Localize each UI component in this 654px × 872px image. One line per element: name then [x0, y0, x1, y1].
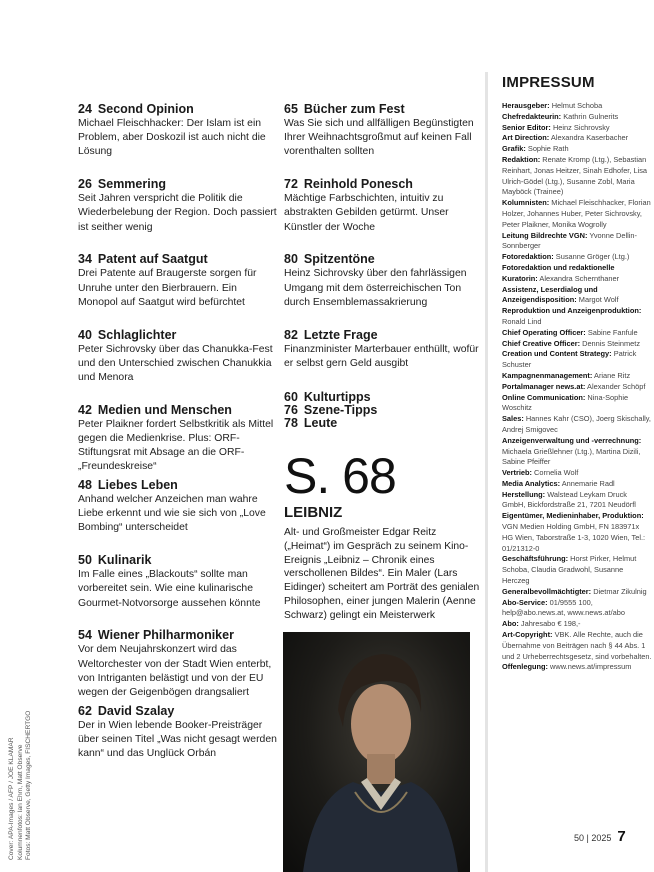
- impressum-value: Dennis Steinmetz: [582, 338, 641, 348]
- impressum-value: Cornelia Wolf: [534, 468, 579, 478]
- impressum-label: Assistenz, Leserdialog und Anzeigendisposition:: [502, 284, 598, 305]
- impressum-label: Chefredakteurin:: [502, 111, 562, 121]
- impressum-value: Yvonne Dellin-Sonnberger: [502, 230, 637, 251]
- toc-entry-text: Heinz Sichrovsky über den fahrlässigen Umgang mit dem österreichischen Ton durch Ensemblemassakrierung: [284, 268, 467, 308]
- impressum-value: Walstead Leykam Druck GmbH, Bickfordstraße 21, 7201 Neudörfl: [502, 489, 636, 510]
- toc-entry-text: Mächtige Farbschichten, intuitiv zu abstrakten Gebilden getürmt. Unser Künstler der Woche: [284, 193, 449, 233]
- impressum-label: Vertrieb:: [502, 468, 532, 478]
- impressum-value: Jahresabo € 198,-: [520, 619, 581, 629]
- feature-text: Alt- und Großmeister Edgar Reitz („Heimat“) im Gespräch zu seinem Kino-Ereignis „Leibniz – Chronik eines verschollenen Bildes“. Ein Maler (Lars Eidinger) scheitert am Porträt des genialen Philosophen, einer jungen Malerin (Aenne Schwarz) gelingt ein Meisterwerk: [284, 527, 480, 621]
- impressum-value: 01/9555 100, help@abo.news.at, www.news.at/abo: [502, 597, 625, 618]
- impressum-label: Art Direction:: [502, 133, 550, 143]
- impressum-value: Alexander Schöpf: [587, 381, 646, 391]
- toc-page-number: 65: [284, 102, 298, 116]
- toc-title-text: Leute: [303, 416, 338, 430]
- impressum-label: Chief Operating Officer:: [502, 327, 586, 337]
- toc-title-text: Patent auf Saatgut: [97, 252, 208, 267]
- impressum-value: Michael Fleischhacker, Florian Holzer, Johannes Huber, Peter Sichrovsky, Peter Plaikner, Monika Wogrolly: [502, 198, 651, 229]
- toc-page-number: 82: [284, 327, 298, 342]
- toc-page-number: 60: [284, 390, 298, 404]
- toc-entry-title: [78, 102, 278, 117]
- toc-title-text: Letzte Frage: [303, 327, 378, 342]
- toc-entry-text: Peter Plaikner fordert Selbstkritik als Mittel gegen die Medienkrise. Plus: ORF-Stiftungsrat mit Absage an die ORF-„Freundeskreise“: [78, 418, 274, 473]
- credit-line: Cover: APA-Images / AFP / JOE KLAMAR: [8, 737, 15, 860]
- impressum-text: [502, 101, 652, 673]
- toc-entry-title: [78, 252, 278, 267]
- photo-credits: [8, 660, 34, 860]
- toc-entry[interactable]: [78, 403, 278, 475]
- impressum-label: Chief Creative Officer:: [502, 338, 581, 348]
- impressum-value: Horst Pirker, Helmut Schoba, Claudia Gradwohl, Susanne Herczeg: [502, 554, 637, 586]
- toc-title-text: Medien und Menschen: [97, 402, 232, 417]
- toc-entry-text: Finanzminister Marterbauer enthüllt, wofür er selbst gern Geld ausgibt: [284, 343, 479, 369]
- impressum-label: Redaktion:: [502, 154, 541, 164]
- toc-entry-title: [78, 704, 278, 719]
- toc-title-text: Kulturtipps: [303, 390, 371, 404]
- impressum-value: Ronald Lind: [502, 316, 542, 326]
- toc-entry[interactable]: [78, 628, 278, 700]
- impressum-title: IMPRESSUM: [502, 74, 595, 91]
- toc-entry-title: [284, 252, 484, 267]
- toc-entry[interactable]: [284, 252, 484, 310]
- impressum-value: Ariane Ritz: [594, 370, 631, 380]
- toc-title-text: Reinhold Ponesch: [303, 177, 413, 192]
- toc-title-text: Bücher zum Fest: [303, 102, 405, 116]
- toc-entry[interactable]: [284, 102, 484, 160]
- toc-entry-title: [284, 328, 484, 343]
- impressum-value: Heinz Sichrovsky: [552, 122, 610, 132]
- toc-title-text: Schlaglichter: [97, 327, 177, 342]
- toc-entry-text: Im Falle eines „Blackouts“ sollte man vorbereitet sein. Wie eine kulinarische Gourmet-Notvorsorge aussehen könnte: [78, 569, 261, 609]
- impressum-value: Sophie Rath: [527, 144, 569, 154]
- impressum: [502, 74, 652, 673]
- toc-title-text: Semmering: [97, 177, 166, 192]
- impressum-label: Kampagnenmanagement:: [502, 370, 593, 380]
- toc-entry-text: Der in Wien lebende Booker-Preisträger über seinen Titel „Was nicht gesagt werden kann“ und das Unglück Orbán: [78, 719, 277, 759]
- impressum-label: Fotoredaktion und redaktionelle Kuratorin:: [502, 262, 615, 283]
- folio: [574, 828, 626, 845]
- toc-entry[interactable]: [78, 553, 278, 611]
- toc-entry-title: [78, 328, 278, 343]
- impressum-value: VBK. Alle Rechte, auch die Übernahme von Beiträgen nach § 44 Abs. 1 und 2 Urheberrechtsgesetz, sind vorbehalten.: [502, 630, 652, 661]
- page-number: 7: [617, 828, 626, 845]
- impressum-label: Geschäftsführung:: [502, 554, 569, 564]
- toc-entry-title: [78, 403, 278, 418]
- toc-entry[interactable]: [78, 252, 278, 310]
- toc-title-text: Second Opinion: [97, 102, 194, 116]
- impressum-label: Eigentümer, Medieninhaber, Produktion:: [502, 511, 644, 521]
- impressum-value: Alexandra Kaserbacher: [550, 133, 629, 143]
- impressum-label: Kolumnisten:: [502, 198, 550, 208]
- toc-page-number: 54: [78, 628, 92, 643]
- impressum-value: Renate Kromp (Ltg.), Sebastian Reinhart, Jonas Heitzer, Sinah Edhofer, Lisa Ulrich-Gödel (Ltg.), Susanne Zobl, Maria Mayböck (Trainee): [502, 154, 648, 197]
- issue-number: 50 | 2025: [574, 833, 612, 843]
- toc-title-text: Spitzentöne: [303, 252, 375, 267]
- portrait-image: [283, 632, 470, 872]
- impressum-label: Media Analytics:: [502, 478, 561, 488]
- toc-entry-title: [284, 102, 484, 117]
- impressum-value: Hannes Kahr (CSO), Joerg Skischally, Andrej Smigovec: [502, 414, 651, 434]
- toc-entry-text: Was Sie sich und allfälligen Begünstigten Ihrer Weihnachtsgroßmut auf keinen Fall vorenthalten sollten: [284, 118, 474, 158]
- impressum-value: Kathrin Gulnerits: [563, 111, 619, 121]
- impressum-value: Nina-Sophie Woschitz: [502, 392, 629, 413]
- credit-line: Kolumnenfotos: Ian Ehm, Matt Observe: [16, 744, 24, 860]
- toc-page-number: 24: [78, 102, 92, 116]
- feature-photo: [283, 632, 470, 872]
- toc-page-number: 34: [78, 252, 92, 267]
- toc-title-text: Liebes Leben: [97, 478, 178, 492]
- feature-title: LEIBNIZ: [284, 504, 343, 521]
- toc-page-number: 42: [78, 402, 92, 417]
- impressum-label: Portalmanager news.at:: [502, 381, 586, 391]
- toc-entry-text: Seit Jahren verspricht die Politik die Wiederbelebung der Region. Doch passiert ist seither wenig: [78, 193, 277, 233]
- toc-entry[interactable]: [78, 478, 278, 536]
- toc-entry[interactable]: [78, 102, 278, 160]
- toc-entry-text: Michael Fleischhacker: Der Islam ist ein Problem, aber Doskozil ist auch nicht die Lösung: [78, 118, 266, 158]
- toc-page-number: 62: [78, 703, 92, 718]
- toc-entry-title: [78, 478, 278, 493]
- impressum-label: Grafik:: [502, 144, 526, 154]
- impressum-value: Dietmar Zikulnig: [593, 586, 647, 596]
- impressum-label: Fotoredaktion:: [502, 252, 554, 262]
- impressum-value: Margot Wolf: [578, 295, 619, 305]
- toc-entry-text: Anhand welcher Anzeichen man wahre Liebe erkennt und wie sie sich von „Love Bombing“ unterscheidet: [78, 494, 266, 534]
- impressum-value: Susanne Gröger (Ltg.): [555, 252, 630, 262]
- impressum-label: Abo:: [502, 619, 519, 629]
- toc-title-text: Wiener Philharmoniker: [97, 628, 234, 643]
- impressum-value: www.news.at/impressum: [550, 662, 632, 672]
- impressum-label: Herstellung:: [502, 489, 546, 499]
- impressum-value: Sabine Fanfule: [587, 327, 638, 337]
- toc-title-text: Kulinarik: [97, 553, 152, 568]
- impressum-value: Annemarie Radl: [561, 478, 615, 488]
- toc-entry-title: [78, 177, 278, 192]
- toc-page-number: 76: [284, 403, 298, 417]
- toc-entry-title: [284, 177, 484, 192]
- toc-entry-title: [78, 628, 278, 643]
- toc-entry[interactable]: [78, 328, 278, 386]
- toc-short-entry[interactable]: [284, 417, 337, 430]
- toc-entry-title: [78, 553, 278, 568]
- impressum-value: Helmut Schoba: [551, 101, 603, 110]
- toc-title-text: Szene-Tipps: [303, 403, 378, 417]
- impressum-label: Anzeigenverwaltung und -verrechnung:: [502, 435, 642, 445]
- impressum-label: Senior Editor:: [502, 122, 551, 132]
- toc-entry[interactable]: [78, 177, 278, 235]
- toc-entry-text: Drei Patente auf Braugerste sorgen für Unruhe unter den Bierbrauern. Ein Monopol auf Saatgut wird befürchtet: [78, 268, 257, 308]
- toc-page-number: 48: [78, 478, 92, 492]
- impressum-label: Art-Copyright:: [502, 630, 553, 640]
- impressum-label: Reproduktion und Anzeigenproduktion:: [502, 306, 642, 316]
- feature-page-ref: S. 68: [284, 448, 396, 504]
- toc-page-number: 50: [78, 553, 92, 568]
- toc-page-number: 80: [284, 252, 298, 267]
- impressum-label: Creation und Content Strategy:: [502, 349, 612, 359]
- toc-entry-text: Vor dem Neujahrskonzert wird das Weltorchester von der Stadt Wien enterbt, von Intriganten belästigt und von der EU wegen der Geigenbögen drangsaliert: [78, 644, 272, 698]
- toc-page-number: 40: [78, 327, 92, 342]
- impressum-label: Offenlegung:: [502, 662, 548, 672]
- impressum-value: Patrick Schuster: [502, 349, 637, 370]
- impressum-value: Michaela Grießlehner (Ltg.), Martina Dizili, Sabine Pfeiffer: [502, 446, 641, 467]
- impressum-label: Sales:: [502, 414, 524, 424]
- impressum-value: Alexandra Schernthaner: [539, 273, 620, 283]
- toc-page-number: 72: [284, 177, 298, 192]
- impressum-label: Leitung Bildrechte VGN:: [502, 230, 588, 240]
- impressum-label: Generalbevollmächtigter:: [502, 586, 592, 596]
- toc-entry[interactable]: [78, 704, 278, 762]
- toc-title-text: David Szalay: [97, 703, 175, 718]
- impressum-label: Online Communication:: [502, 392, 586, 402]
- toc-entry-text: Peter Sichrovsky über das Chanukka-Fest und den Unterschied zwischen Chanukkia und Menora: [78, 343, 273, 383]
- toc-entry[interactable]: [284, 328, 484, 371]
- toc-page-number: 26: [78, 177, 92, 192]
- column-divider: [485, 72, 488, 872]
- impressum-label: Herausgeber:: [502, 101, 550, 110]
- impressum-label: Abo-Service:: [502, 597, 548, 607]
- impressum-value: VGN Medien Holding GmbH, FN 183971x HG Wien, Taborstraße 1-3, 1020 Wien, Tel.: 01/21312-0: [502, 522, 646, 553]
- toc-page-number: 78: [284, 416, 298, 430]
- toc-entry[interactable]: [284, 177, 484, 235]
- credit-line: Fotos: Matt Observe, Getty Images, FISCHERTGO: [25, 710, 32, 860]
